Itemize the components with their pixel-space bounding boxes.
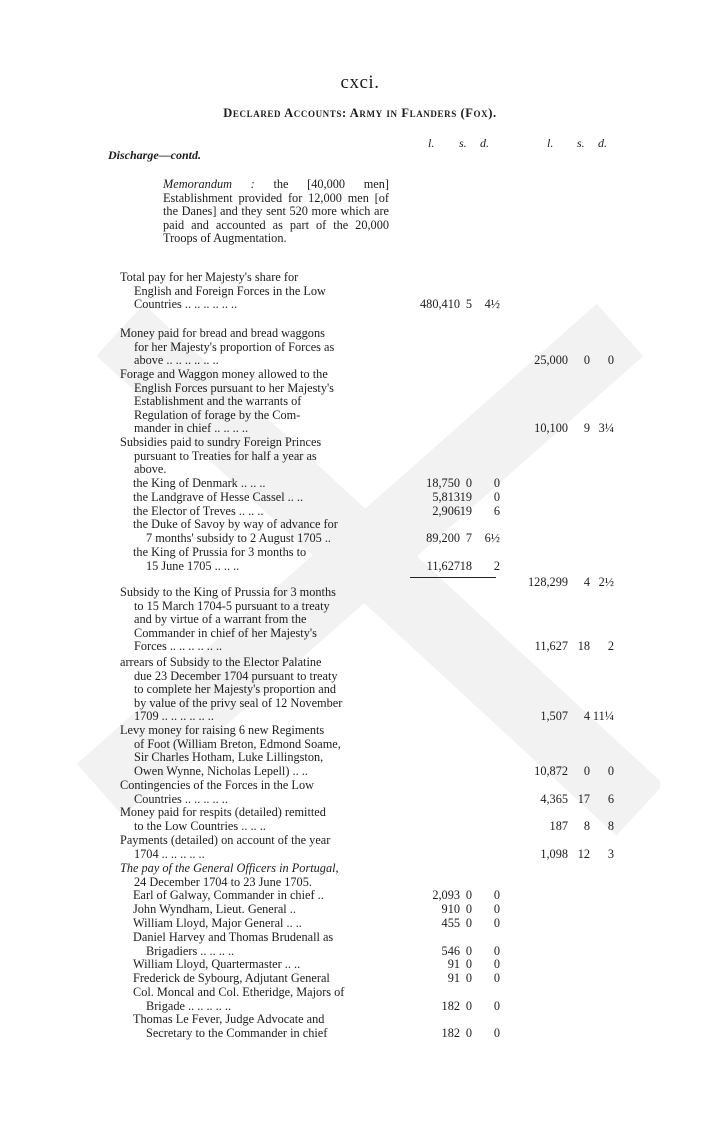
col-head-pence-left: d. xyxy=(480,136,489,150)
left-amount-pence: 0 xyxy=(493,902,500,916)
entry-text-line: the Duke of Savoy by way of advance for xyxy=(133,517,338,531)
left-amount-pounds: 480,410 xyxy=(420,297,460,312)
entry-text-line: Daniel Harvey and Thomas Brudenall as xyxy=(133,930,334,944)
right-amount-shillings: 0 xyxy=(583,353,590,368)
entry-text-line: 15 June 1705 .. .. .. xyxy=(146,558,240,573)
entry-text-line: Frederick de Sybourg, Adjutant General xyxy=(133,971,330,985)
entry-text-line: Establishment and the warrants of xyxy=(134,394,302,409)
ledger-entry xyxy=(120,327,334,368)
entry-text-line: above. xyxy=(134,462,167,477)
right-amount-pounds: 128,299 xyxy=(528,574,568,589)
right-amount-shillings: 0 xyxy=(583,763,590,778)
entry-text-line: Subsidies paid to sundry Foreign Princes xyxy=(120,435,322,449)
right-amount-shillings: 8 xyxy=(583,818,590,833)
entry-text-line: due 23 December 1704 pursuant to treaty xyxy=(134,668,338,683)
right-amount-pounds: 1,507 xyxy=(540,709,568,724)
left-amount-shillings: 0 xyxy=(465,888,472,902)
page-number: cxci. xyxy=(340,72,380,93)
ledger-entry xyxy=(120,436,321,477)
ledger-entry xyxy=(133,972,330,986)
left-amount-shillings: 18 xyxy=(459,558,472,573)
entry-text-line: the King of Prussia for 3 months to xyxy=(133,545,307,559)
entry-text-line: of Foot (William Breton, Edmond Soame, xyxy=(134,736,341,751)
entry-text-line: Owen Wynne, Nicholas Lepell) .. .. xyxy=(134,763,308,778)
entry-text-line: Total pay for her Majesty's share for xyxy=(120,270,299,284)
right-amount-pence: 3¼ xyxy=(598,421,614,436)
left-amount-pounds: 91 xyxy=(447,957,460,971)
right-amount-pounds: 1,098 xyxy=(540,846,568,861)
right-amount-pounds: 11,627 xyxy=(534,639,568,654)
subtotal-rule xyxy=(410,577,496,578)
entry-text-line: 24 December 1704 to 23 June 1705. xyxy=(134,874,312,889)
ledger-entry xyxy=(133,518,338,545)
entry-text-line: the King of Denmark .. .. .. xyxy=(133,476,266,490)
left-amount-pence: 2 xyxy=(493,558,500,573)
left-amount-shillings: 0 xyxy=(465,943,472,958)
ledger-entry xyxy=(133,1013,327,1040)
left-amount-pence: 0 xyxy=(493,888,500,902)
entry-text-line: Brigade .. .. .. .. .. xyxy=(146,998,232,1013)
left-amount-pence: 0 xyxy=(493,943,500,958)
right-amount-pounds: 10,872 xyxy=(534,763,568,778)
left-amount-shillings: 0 xyxy=(465,957,472,971)
entry-text-line: Money paid for bread and bread waggons xyxy=(120,326,325,340)
entry-text-line: and by virtue of a warrant from the xyxy=(134,612,307,627)
memorandum-body: the [40,000 men] Establishment provided for 12,000 men [of the Danes] and they sent 520 more which are paid and accounted as part of the 20,000 Troops of Augmentation. xyxy=(163,177,389,246)
ledger-entry xyxy=(133,958,300,972)
ledger-entry xyxy=(133,546,306,573)
entry-text-line: by value of the privy seal of 12 November xyxy=(134,695,343,710)
entry-text-line: The pay of the General Officers in Portugal, xyxy=(120,861,339,875)
left-amount-pounds: 89,200 xyxy=(426,530,460,545)
entry-text-line: Regulation of forage by the Com- xyxy=(134,407,301,422)
right-amount-pence: 3 xyxy=(607,846,614,861)
right-amount-pounds: 187 xyxy=(549,818,568,833)
ledger-entry xyxy=(120,806,326,833)
left-amount-shillings: 0 xyxy=(465,476,472,490)
right-amount-pounds: 10,100 xyxy=(534,421,568,436)
ledger-entry xyxy=(133,491,303,505)
ledger-entry xyxy=(120,271,326,312)
entry-text-line: Countries .. .. .. .. .. .. xyxy=(134,297,238,312)
left-amount-pence: 0 xyxy=(493,476,500,490)
left-amount-shillings: 7 xyxy=(465,530,472,545)
entry-text-line: Commander in chief of her Majesty's xyxy=(134,625,317,640)
entry-text-line: Payments (detailed) on account of the year xyxy=(120,833,331,847)
entry-text-line: to the Low Countries .. .. .. xyxy=(134,818,266,833)
left-amount-shillings: 0 xyxy=(465,971,472,985)
right-amount-pence: 0 xyxy=(607,763,614,778)
entry-text-line: Forage and Waggon money allowed to the xyxy=(120,367,328,381)
left-amount-pounds: 182 xyxy=(441,1025,460,1040)
memorandum-lead: Memorandum : xyxy=(163,177,255,191)
right-amount-pence: 8 xyxy=(607,818,614,833)
right-amount-shillings: 12 xyxy=(577,846,590,861)
ledger-entry xyxy=(133,917,302,931)
memorandum xyxy=(163,178,389,246)
right-amount-pence: 6 xyxy=(607,791,614,806)
left-amount-pounds: 2,906 xyxy=(432,504,460,518)
entry-text-line: Levy money for raising 6 new Regiments xyxy=(120,723,325,737)
entry-text-line: mander in chief .. .. .. .. xyxy=(134,421,249,436)
left-amount-pence: 0 xyxy=(493,957,500,971)
left-amount-pence: 6½ xyxy=(484,530,500,545)
entry-text-line: to complete her Majesty's proportion and xyxy=(134,682,336,697)
entry-text-line: to 15 March 1704-5 pursuant to a treaty xyxy=(134,598,330,613)
entry-text-line: Earl of Galway, Commander in chief .. xyxy=(133,888,324,902)
left-amount-pounds: 182 xyxy=(441,998,460,1013)
ledger-entry xyxy=(120,779,314,806)
entry-text-line: English and Foreign Forces in the Low xyxy=(134,283,326,298)
left-amount-shillings: 0 xyxy=(465,902,472,916)
ledger-entry xyxy=(120,656,342,724)
entry-text-line: Money paid for respits (detailed) remitted xyxy=(120,805,326,819)
right-amount-pence: 2 xyxy=(607,639,614,654)
entry-text-line: arrears of Subsidy to the Elector Palatine xyxy=(120,655,322,669)
right-amount-shillings: 4 xyxy=(583,574,590,589)
entry-text-line: Sir Charles Hotham, Luke Lillingston, xyxy=(134,750,324,765)
entry-text-line: William Lloyd, Quartermaster .. .. xyxy=(133,957,301,971)
left-amount-pence: 0 xyxy=(493,1025,500,1040)
right-amount-pounds: 4,365 xyxy=(540,791,568,806)
entry-text-line: pursuant to Treaties for half a year as xyxy=(134,448,317,463)
right-amount-pence: 0 xyxy=(607,353,614,368)
entry-text-line: Forces .. .. .. .. .. .. xyxy=(134,639,223,654)
entry-text-line: the Landgrave of Hesse Cassel .. .. xyxy=(133,490,304,504)
right-amount-shillings: 9 xyxy=(583,421,590,436)
left-amount-pounds: 91 xyxy=(447,971,460,985)
entry-text-line: for her Majesty's proportion of Forces as xyxy=(134,339,335,354)
entry-text-line: Secretary to the Commander in chief xyxy=(146,1025,328,1040)
ledger-entry xyxy=(133,477,266,491)
left-amount-pence: 0 xyxy=(493,998,500,1013)
col-head-shillings-left: s. xyxy=(459,136,467,150)
right-amount-pounds: 25,000 xyxy=(534,353,568,368)
col-head-pence-right: d. xyxy=(598,136,607,150)
right-amount-shillings: 4 xyxy=(583,709,590,724)
entry-text-line: Subsidy to the King of Prussia for 3 months xyxy=(120,585,336,599)
entry-text-line: 1709 .. .. .. .. .. .. xyxy=(134,709,214,724)
ledger-entry xyxy=(133,889,324,903)
col-head-shillings-right: s. xyxy=(577,136,585,150)
ledger-entry xyxy=(120,586,336,654)
left-amount-pounds: 5,813 xyxy=(432,490,460,504)
section-heading: Discharge—contd. xyxy=(108,148,201,162)
ledger-entry xyxy=(133,903,296,917)
right-amount-pence: 11¼ xyxy=(592,709,614,724)
left-amount-shillings: 0 xyxy=(465,1025,472,1040)
left-amount-pounds: 18,750 xyxy=(426,476,460,490)
left-amount-pence: 6 xyxy=(493,504,500,518)
ledger-entry xyxy=(133,986,344,1013)
entry-text-line: Contingencies of the Forces in the Low xyxy=(120,778,314,792)
entry-text-line: above .. .. .. .. .. .. xyxy=(134,353,219,368)
left-amount-pence: 0 xyxy=(493,971,500,985)
entry-text-line: English Forces pursuant to her Majesty's xyxy=(134,380,334,395)
left-amount-pounds: 455 xyxy=(441,916,460,930)
left-amount-shillings: 19 xyxy=(459,490,472,504)
col-head-pounds-right: l. xyxy=(547,136,554,150)
ledger-entry xyxy=(120,834,330,861)
entry-text-line: 1704 .. .. .. .. .. xyxy=(134,846,205,861)
right-amount-shillings: 18 xyxy=(577,639,590,654)
left-amount-shillings: 5 xyxy=(465,297,472,312)
left-amount-pounds: 2,093 xyxy=(432,888,460,902)
ledger-entry xyxy=(120,862,339,889)
left-amount-pounds: 11,627 xyxy=(426,558,460,573)
entry-text-line: Col. Moncal and Col. Etheridge, Majors of xyxy=(133,985,345,999)
entry-text-line: Thomas Le Fever, Judge Advocate and xyxy=(133,1012,325,1026)
left-amount-shillings: 0 xyxy=(465,916,472,930)
entry-text-line: William Lloyd, Major General .. .. xyxy=(133,916,302,930)
col-head-pounds-left: l. xyxy=(428,136,435,150)
entry-text-line: Brigadiers .. .. .. .. xyxy=(146,943,235,958)
entry-text-line: 7 months' subsidy to 2 August 1705 .. xyxy=(146,530,331,545)
right-amount-pence: 2½ xyxy=(598,574,614,589)
left-amount-shillings: 0 xyxy=(465,998,472,1013)
page-title: Declared Accounts: Army in Flanders (Fox). xyxy=(223,106,497,120)
left-amount-pence: 4½ xyxy=(484,297,500,312)
left-amount-pence: 0 xyxy=(493,490,500,504)
entry-text-line: Countries .. .. .. .. .. xyxy=(134,791,228,806)
entry-text-line: the Elector of Treves .. .. .. xyxy=(133,504,264,518)
entry-text-line: John Wyndham, Lieut. General .. xyxy=(133,902,296,916)
left-amount-pence: 0 xyxy=(493,916,500,930)
left-amount-shillings: 19 xyxy=(459,504,472,518)
ledger-entry xyxy=(120,724,341,778)
left-amount-pounds: 910 xyxy=(441,902,460,916)
ledger-entry xyxy=(133,931,333,958)
right-amount-shillings: 17 xyxy=(577,791,590,806)
ledger-entry xyxy=(120,368,334,436)
left-amount-pounds: 546 xyxy=(441,943,460,958)
